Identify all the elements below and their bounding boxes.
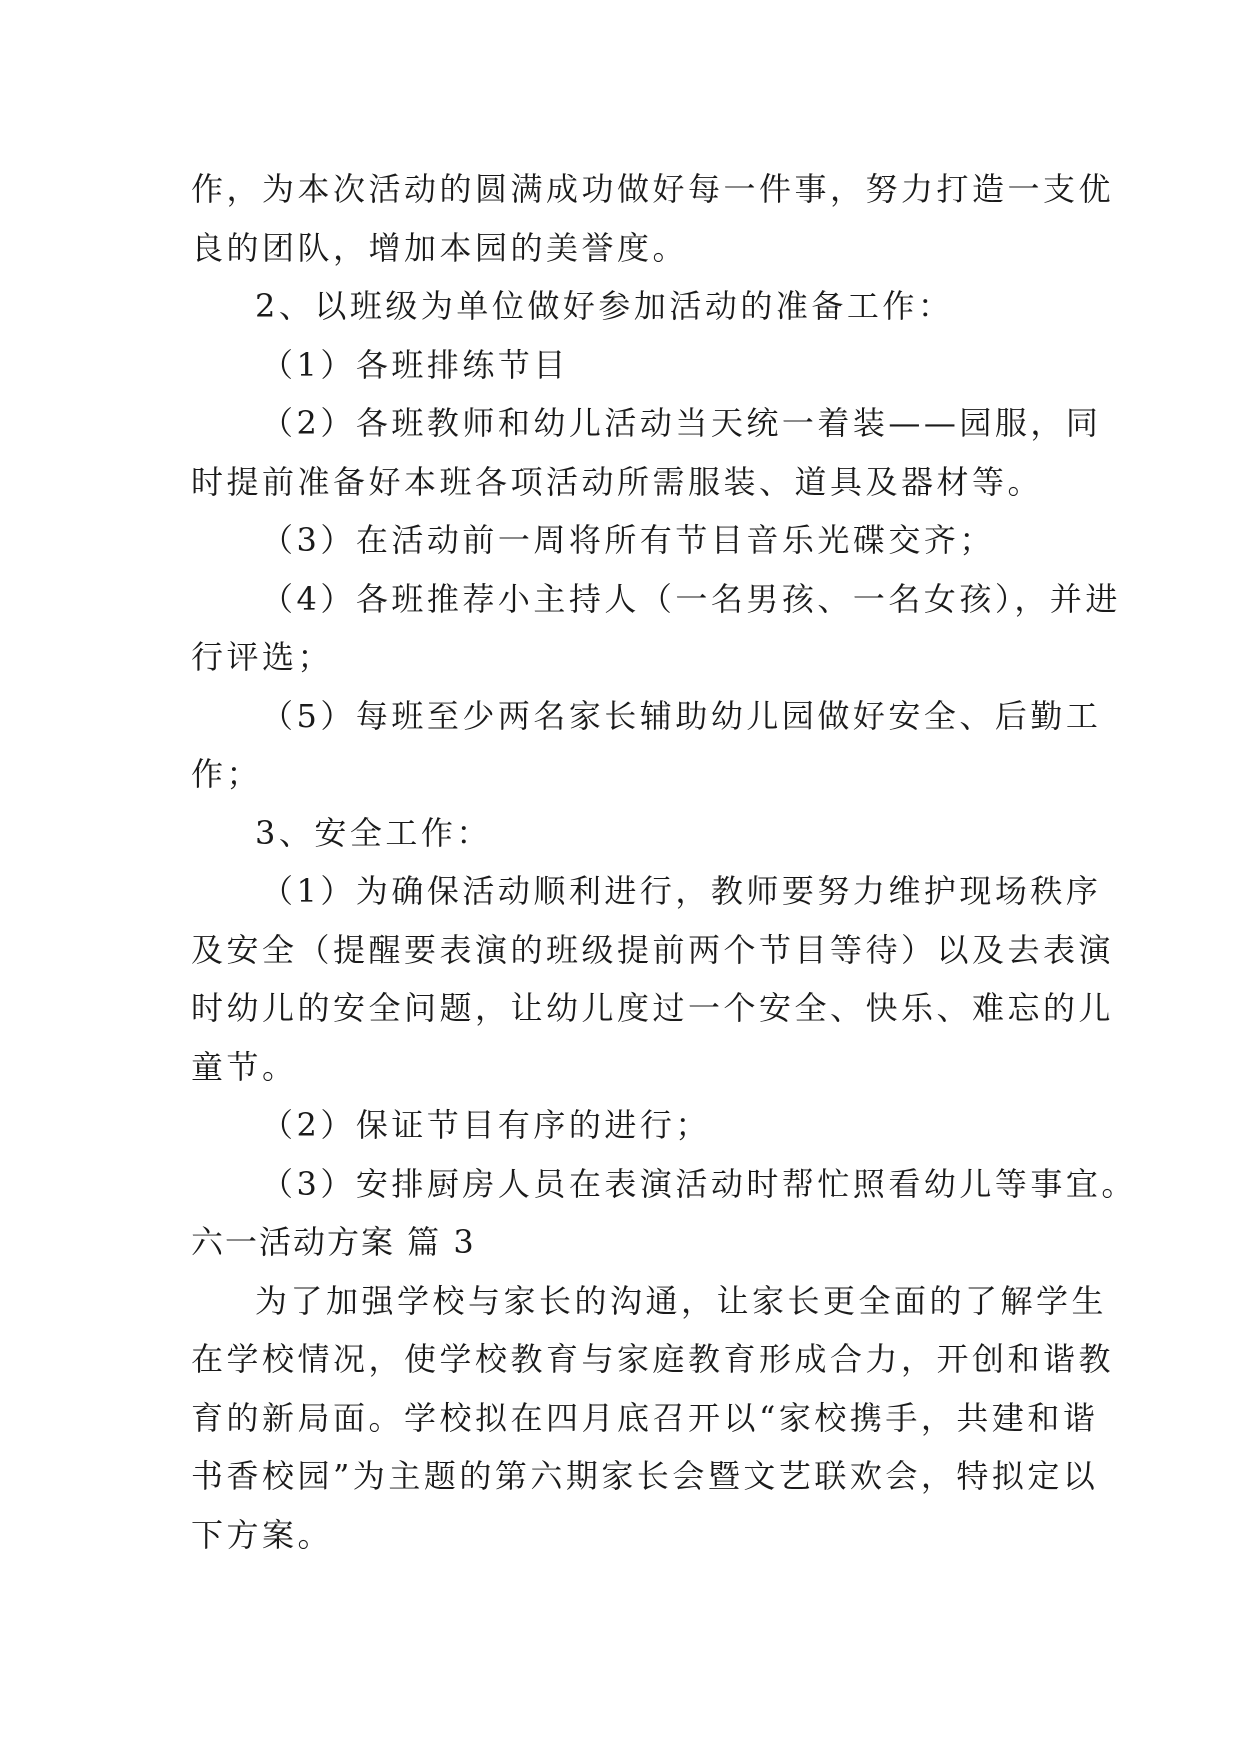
body-line: 时提前准备好本班各项活动所需服装、道具及器材等。 (191, 462, 1044, 501)
article-title: 六一活动方案 篇 3 (191, 1223, 476, 1261)
list-item: （2）保证节目有序的进行； (261, 1106, 711, 1144)
document-body (191, 160, 1137, 1564)
list-item: （1）各班排练节目 (261, 345, 569, 384)
body-line: 在学校情况，使学校教育与家庭教育形成合力，开创和谐教 (191, 1340, 1115, 1378)
list-item: （3）在活动前一周将所有节目音乐光碟交齐； (261, 521, 995, 559)
body-line: 书香校园”为主题的第六期家长会暨文艺联欢会，特拟定以 (191, 1457, 1099, 1495)
section-heading: 2、以班级为单位做好参加活动的准备工作： (255, 287, 954, 325)
body-line: 及安全（提醒要表演的班级提前两个节目等待）以及去表演 (191, 930, 1115, 969)
body-line: 时幼儿的安全问题，让幼儿度过一个安全、快乐、难忘的儿 (191, 989, 1115, 1027)
list-item: （5）每班至少两名家长辅助幼儿园做好安全、后勤工 (261, 696, 1102, 735)
body-line: 童节。 (191, 1047, 298, 1086)
list-item: （4）各班推荐小主持人（一名男孩、一名女孩），并进 (261, 579, 1121, 618)
body-line: 下方案。 (191, 1515, 334, 1554)
section-heading: 3、安全工作： (255, 813, 492, 852)
list-item: （3）安排厨房人员在表演活动时帮忙照看幼儿等事宜。 (261, 1164, 1137, 1203)
body-line: 作； (191, 755, 263, 793)
body-line: 育的新局面。学校拟在四月底召开以“家校携手，共建和谐 (191, 1398, 1099, 1437)
body-line: 行评选； (191, 638, 334, 676)
list-item: （1）为确保活动顺利进行，教师要努力维护现场秩序 (261, 872, 1102, 910)
body-line: 为了加强学校与家长的沟通，让家长更全面的了解学生 (255, 1281, 1108, 1320)
body-line: 作，为本次活动的圆满成功做好每一件事，努力打造一支优 (191, 170, 1115, 208)
body-line: 良的团队，增加本园的美誉度。 (191, 228, 689, 267)
list-item: （2）各班教师和幼儿活动当天统一着装——园服，同 (261, 404, 1102, 442)
